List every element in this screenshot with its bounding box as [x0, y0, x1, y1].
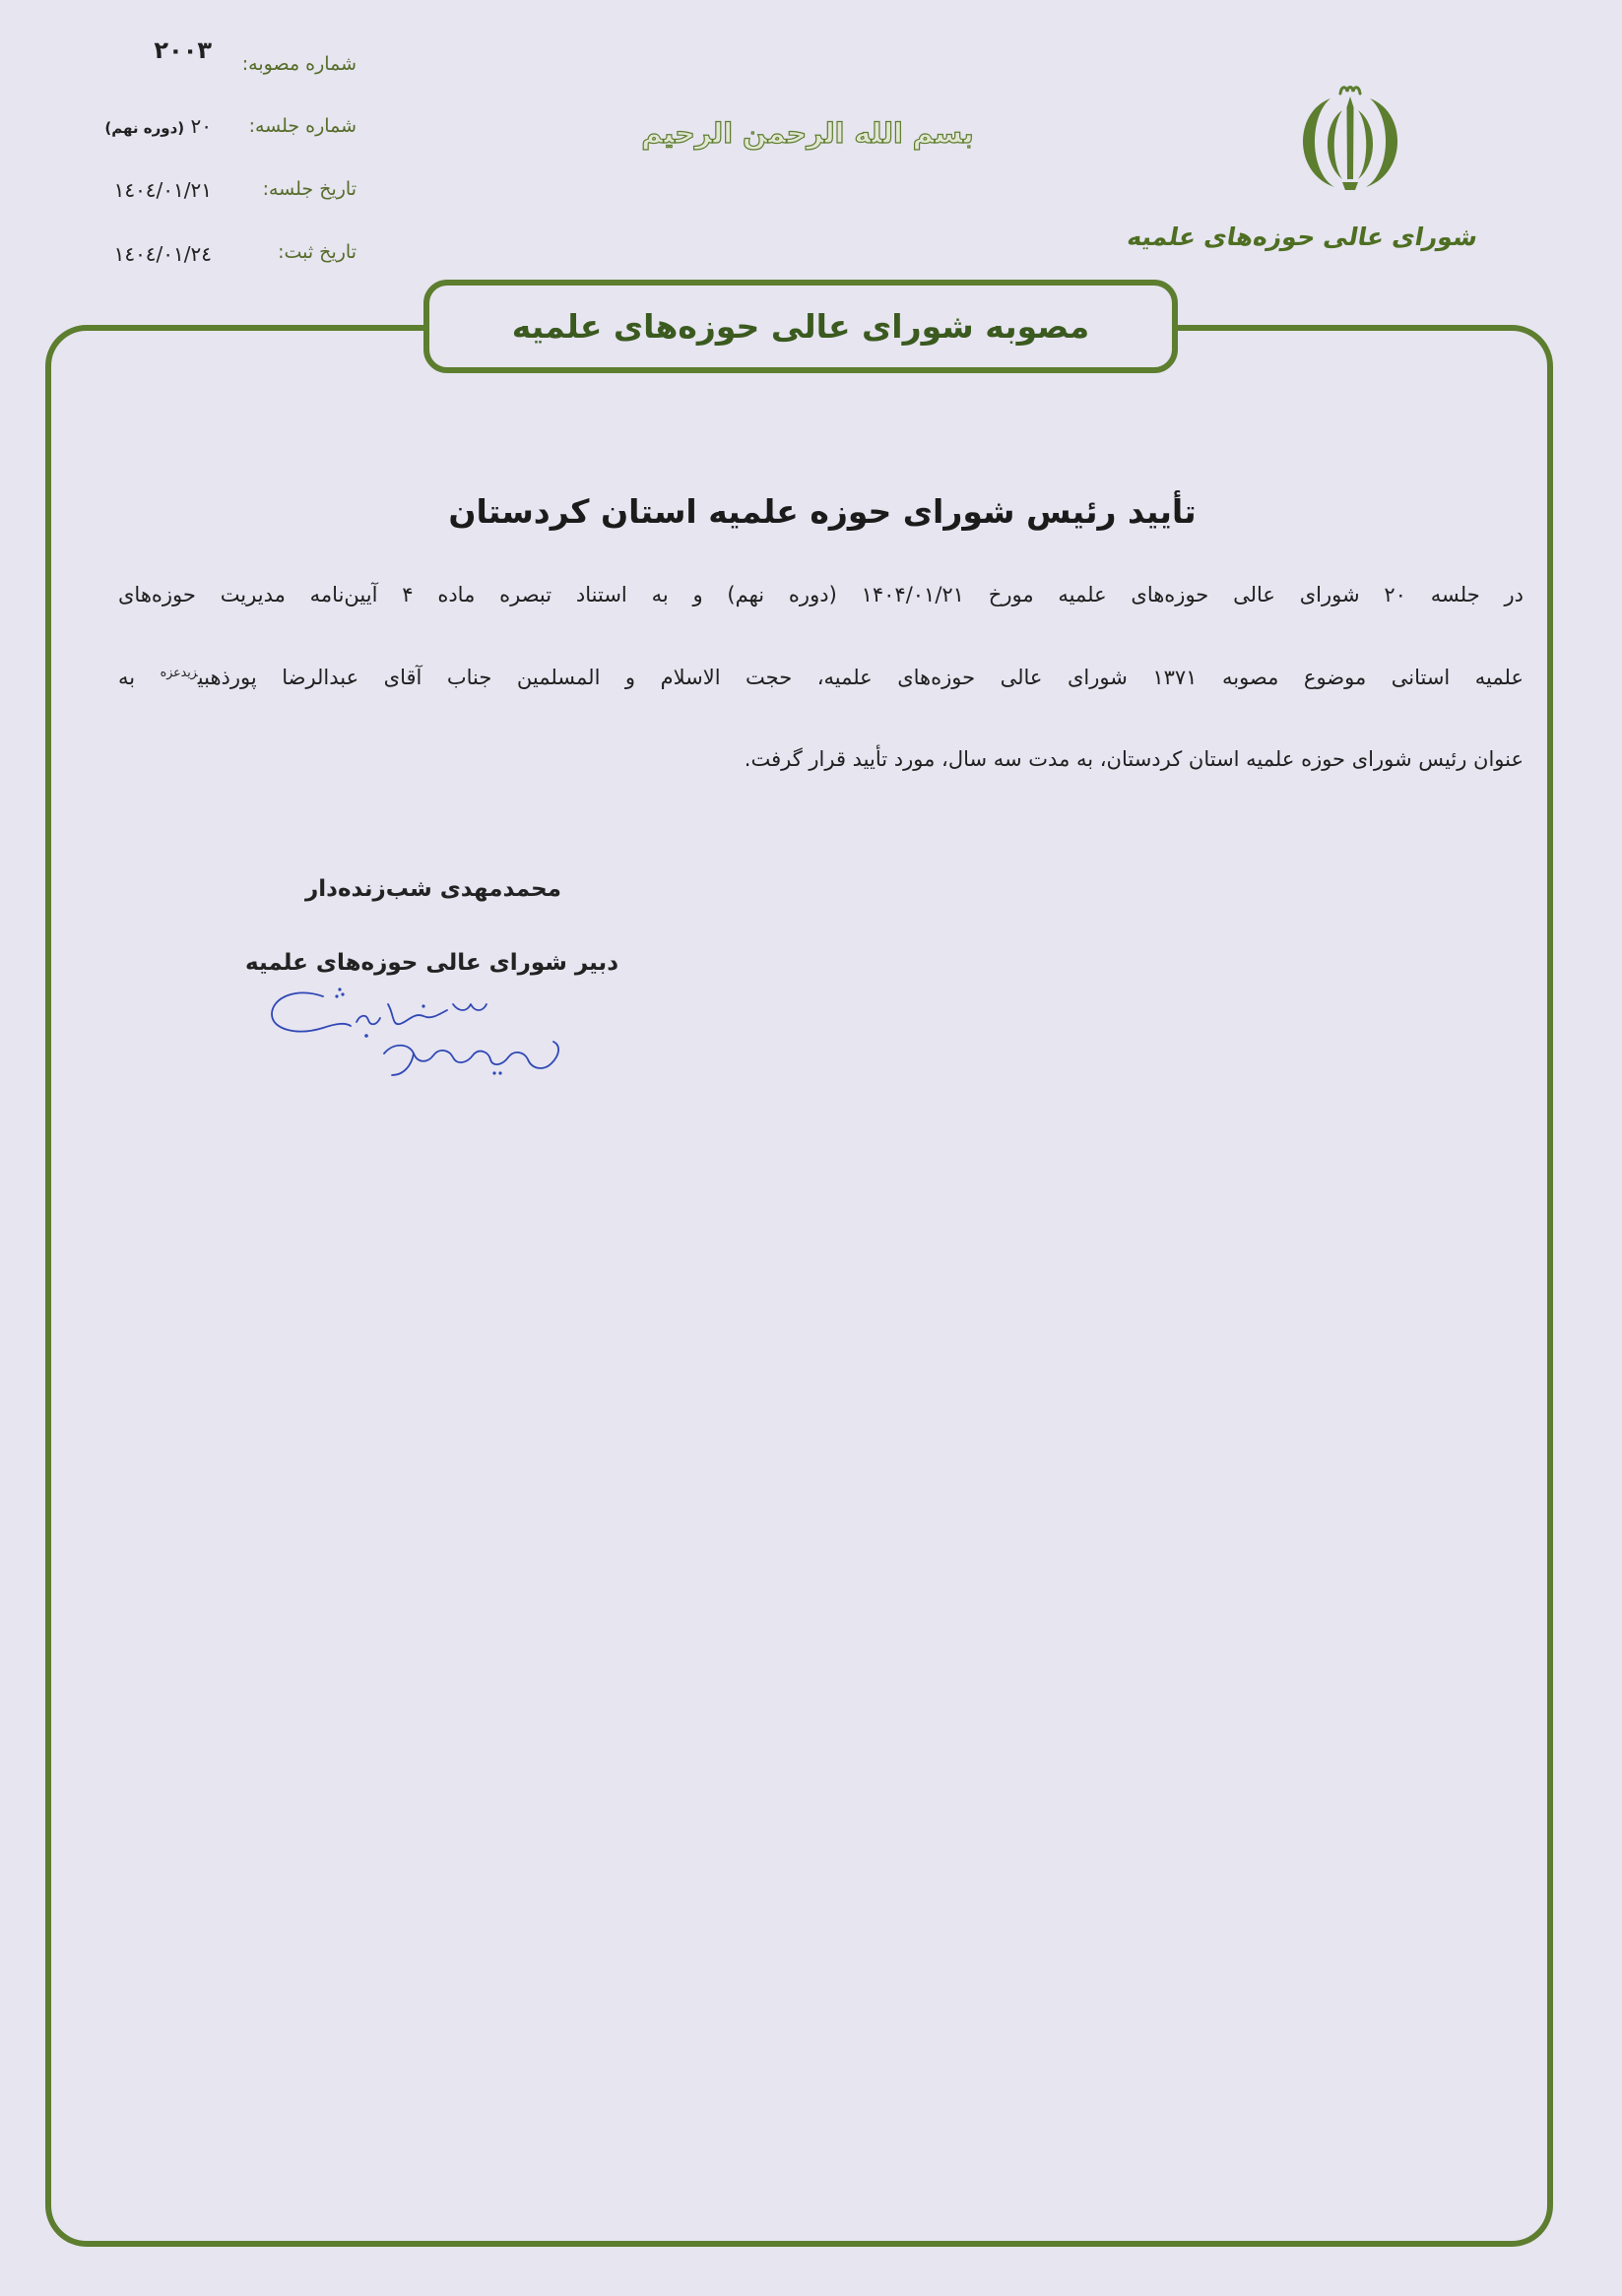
signatory-name: محمدمهدی شب‌زنده‌دار — [305, 876, 561, 902]
registration-date-label: تاریخ ثبت: — [278, 241, 357, 263]
meeting-date-label: تاریخ جلسه: — [262, 178, 357, 200]
title-box — [423, 280, 1178, 373]
honorific-superscript: زیدعزه — [160, 664, 198, 679]
body-line-1: در جلسه ۲۰ شورای عالی حوزه‌های علمیه مورخ ۱۴۰۴/۰۱/۲۱ (دوره نهم) و به استناد تبصره ماده ۴ آیین‌نامه مدیریت حوزه‌های — [118, 583, 1524, 606]
handwritten-signature — [266, 985, 571, 1083]
title-box-text: مصوبه شورای عالی حوزه‌های علمیه — [511, 306, 1090, 346]
meeting-date-value: ١٤٠٤/٠١/٢١ — [113, 178, 212, 202]
approval-number-label: شماره مصوبه: — [241, 53, 357, 75]
emblem-caption: شورای عالی حوزه‌های علمیه — [1125, 223, 1480, 251]
body-line-2-end: به — [118, 666, 136, 689]
meeting-term: (دوره نهم) — [104, 119, 185, 137]
body-line-2 — [118, 637, 1524, 719]
iran-emblem-icon — [1288, 81, 1412, 199]
registration-date-value: ١٤٠٤/٠١/٢٤ — [113, 242, 212, 266]
meeting-number-label: شماره جلسه: — [248, 115, 357, 137]
meeting-number-value — [104, 108, 212, 144]
meeting-number: ۲۰ — [190, 114, 212, 138]
body-line-3: عنوان رئیس شورای حوزه علمیه استان کردستان، به مدت سه سال، مورد تأیید قرار گرفت. — [744, 747, 1524, 771]
bismillah-calligraphy: بسم الله الرحمن الرحیم — [641, 117, 974, 150]
body-line-2-text: علمیه استانی موضوع مصوبه ۱۳۷۱ شورای عالی حوزه‌های علمیه، حجت الاسلام و المسلمین جناب آقای عبدالرضا پورذهبی — [197, 666, 1524, 689]
approval-number-value: ۲۰۰۳ — [154, 36, 212, 64]
page-title: تأیید رئیس شورای حوزه علمیه استان کردستان — [448, 492, 1197, 531]
signatory-position: دبیر شورای عالی حوزه‌های علمیه — [245, 950, 618, 976]
